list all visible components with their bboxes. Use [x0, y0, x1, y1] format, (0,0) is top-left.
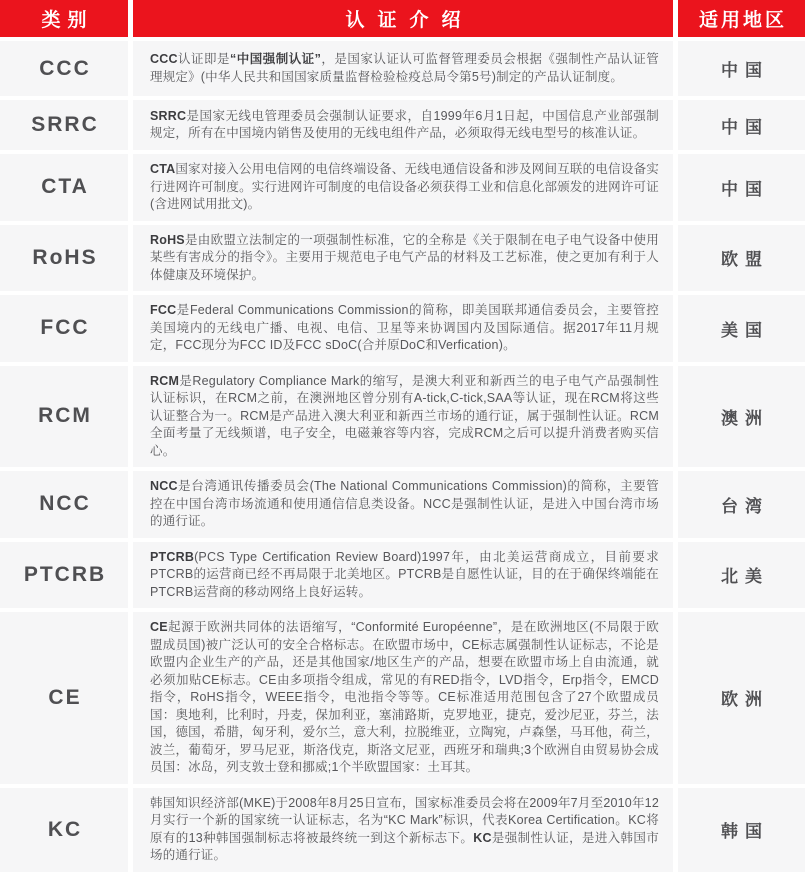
intro-keyword: PTCRB	[150, 549, 195, 564]
table-row	[0, 100, 805, 150]
intro-segment: 认证即是	[177, 52, 230, 66]
category-cell: CTA	[0, 154, 128, 221]
intro-cell	[133, 542, 673, 609]
table-row	[0, 225, 805, 292]
table-header	[0, 0, 805, 37]
intro-keyword: KC	[473, 830, 492, 845]
intro-cell	[133, 154, 673, 221]
intro-text	[150, 51, 659, 86]
intro-keyword: CTA	[150, 162, 176, 176]
intro-text	[150, 302, 659, 355]
category-cell: RoHS	[0, 225, 128, 292]
category-cell: FCC	[0, 295, 128, 362]
intro-cell	[133, 612, 673, 784]
intro-keyword: SRRC	[150, 108, 187, 123]
intro-keyword: CCC	[150, 52, 178, 66]
intro-text	[150, 549, 659, 602]
intro-keyword: CE	[150, 620, 168, 634]
intro-cell	[133, 295, 673, 362]
region-cell: 北美	[678, 542, 805, 609]
intro-segment: 是Federal Communications Commission的简称，即美国联邦通信委员会，主要管控美国境内的无线电广播、电视、电信、卫星等来协调国内及国际通信。据2017年11月规定，FCC现分为FCC ID及FCC sDoC(合并原DoC和Verfication)。	[150, 303, 659, 352]
intro-segment: 韩国知识经济部(MKE)于2008年8月25日宣布，国家标准委员会将在2009年7月至2010年12月实行一个新的国家统一认证标志，名为“KC Mark”标识，代表Korea Certification。KC将原有的13种韩国强制标志将被最终统一到这个新标志下。	[150, 795, 659, 845]
intro-segment: 是国家无线电管理委员会强制认证要求，自1999年6月1日起，中国信息产业部强制规定，所有在中国境内销售及使用的无线电组件产品，必须取得无线电型号的核准认证。	[150, 108, 659, 140]
intro-keyword: FCC	[150, 303, 177, 317]
category-cell: KC	[0, 788, 128, 872]
intro-cell	[133, 366, 673, 468]
intro-cell	[133, 225, 673, 292]
intro-segment: 起源于欧洲共同体的法语缩写，“Conformité Européenne”，是在欧洲地区(不局限于欧盟成员国)被广泛认可的安全合格标志。在欧盟市场中，CE标志属强制性认证标志，不论是欧盟内企业生产的产品，还是其他国家/地区生产的产品，想要在欧盟市场上自由流通，就必须加贴CE标志。CE由多项指令组成，常见的有RED指令，LVD指令，Erp指令，EMCD指令，RoHS指令，WEEE指令，电池指令等等。CE标准适用范围包含了27个欧盟成员国：奥地利，比利时，丹麦，保加利亚，塞浦路斯，克罗地亚，捷克，爱沙尼亚，芬兰，法国，德国，希腊，匈牙利，爱尔兰，意大利，拉脱维亚，立陶宛，卢森堡，马耳他，荷兰，波兰，葡萄牙，罗马尼亚，斯洛伐克，斯洛文尼亚，西班牙和瑞典;3个欧洲自由贸易协会成员国：冰岛，列支敦士登和挪威;1个半欧盟国家：土耳其。	[150, 620, 659, 774]
intro-cell	[133, 41, 673, 96]
intro-segment: (PCS Type Certification Review Board)1997年，由北美运营商成立，目前要求PTCRB的运营商已经不再局限于北美地区。PTCRB是自愿性认证，目的在于确保终端能在PTCRB运营商的移动网络上良好运转。	[150, 549, 659, 599]
region-cell: 澳洲	[678, 366, 805, 468]
intro-cell	[133, 100, 673, 150]
intro-text	[150, 373, 659, 461]
category-cell: NCC	[0, 471, 128, 538]
region-cell: 台湾	[678, 471, 805, 538]
intro-keyword: “中国强制认证”	[229, 52, 322, 66]
region-cell: 韩国	[678, 788, 805, 872]
region-cell: 中国	[678, 41, 805, 96]
intro-text	[150, 161, 659, 214]
category-cell: PTCRB	[0, 542, 128, 609]
table-row	[0, 612, 805, 784]
intro-text	[150, 619, 659, 777]
intro-segment: 是由欧盟立法制定的一项强制性标准，它的全称是《关于限制在电子电气设备中使用某些有害成分的指令》。主要用于规范电子电气产品的材料及工艺标准，使之更加有利于人体健康及环境保护。	[150, 232, 659, 282]
region-cell: 中国	[678, 154, 805, 221]
header-region: 适用地区	[678, 0, 805, 37]
intro-text	[150, 108, 659, 143]
intro-cell	[133, 788, 673, 872]
intro-segment: 国家对接入公用电信网的电信终端设备、无线电通信设备和涉及网间互联的电信设备实行进网许可制度。实行进网许可制度的电信设备必须获得工业和信息化部颁发的进网许可证(含进网试用批文)。	[150, 162, 659, 211]
intro-text	[150, 232, 659, 285]
intro-keyword: RoHS	[150, 232, 185, 247]
intro-text	[150, 795, 659, 865]
intro-segment: 是Regulatory Compliance Mark的缩写，是澳大利亚和新西兰的电子电气产品强制性认证标识，在RCM之前，在澳洲地区曾分别有A-tick,C-tick,SAA等认证，现在RCM将这些认证整合为一。RCM是产品进入澳大利亚和新西兰市场的通行证，属于强制性认证。RCM全面考量了无线频谱，电子安全，电磁兼容等内容，完成RCM之后可以提升消费者购买信心。	[150, 373, 659, 458]
intro-keyword: RCM	[150, 373, 180, 388]
category-cell: CCC	[0, 41, 128, 96]
category-cell: CE	[0, 612, 128, 784]
category-cell: SRRC	[0, 100, 128, 150]
table-row	[0, 154, 805, 221]
intro-keyword: NCC	[150, 479, 178, 493]
header-intro: 认证介绍	[133, 0, 673, 37]
table-row	[0, 366, 805, 468]
table-row	[0, 788, 805, 872]
intro-segment: 是强制性认证，是进入韩国市场的通行证。	[150, 830, 659, 862]
table-row	[0, 542, 805, 609]
region-cell: 欧洲	[678, 612, 805, 784]
region-cell: 中国	[678, 100, 805, 150]
table-row	[0, 471, 805, 538]
intro-segment: 是台湾通讯传播委员会(The National Communications Commission)的简称，主要管控在中国台湾市场流通和使用通信信息类设备。NCC是强制性认证，是进入中国台湾市场的通行证。	[150, 479, 659, 528]
intro-text	[150, 478, 659, 531]
intro-segment: ，是国家认证认可监督管理委员会根据《强制性产品认证管理规定》(中华人民共和国国家质量监督检验检疫总局令第5号)制定的产品认证制度。	[150, 52, 659, 84]
table-row	[0, 41, 805, 96]
region-cell: 美国	[678, 295, 805, 362]
header-category: 类别	[0, 0, 128, 37]
category-cell: RCM	[0, 366, 128, 468]
region-cell: 欧盟	[678, 225, 805, 292]
intro-cell	[133, 471, 673, 538]
table-row	[0, 295, 805, 362]
